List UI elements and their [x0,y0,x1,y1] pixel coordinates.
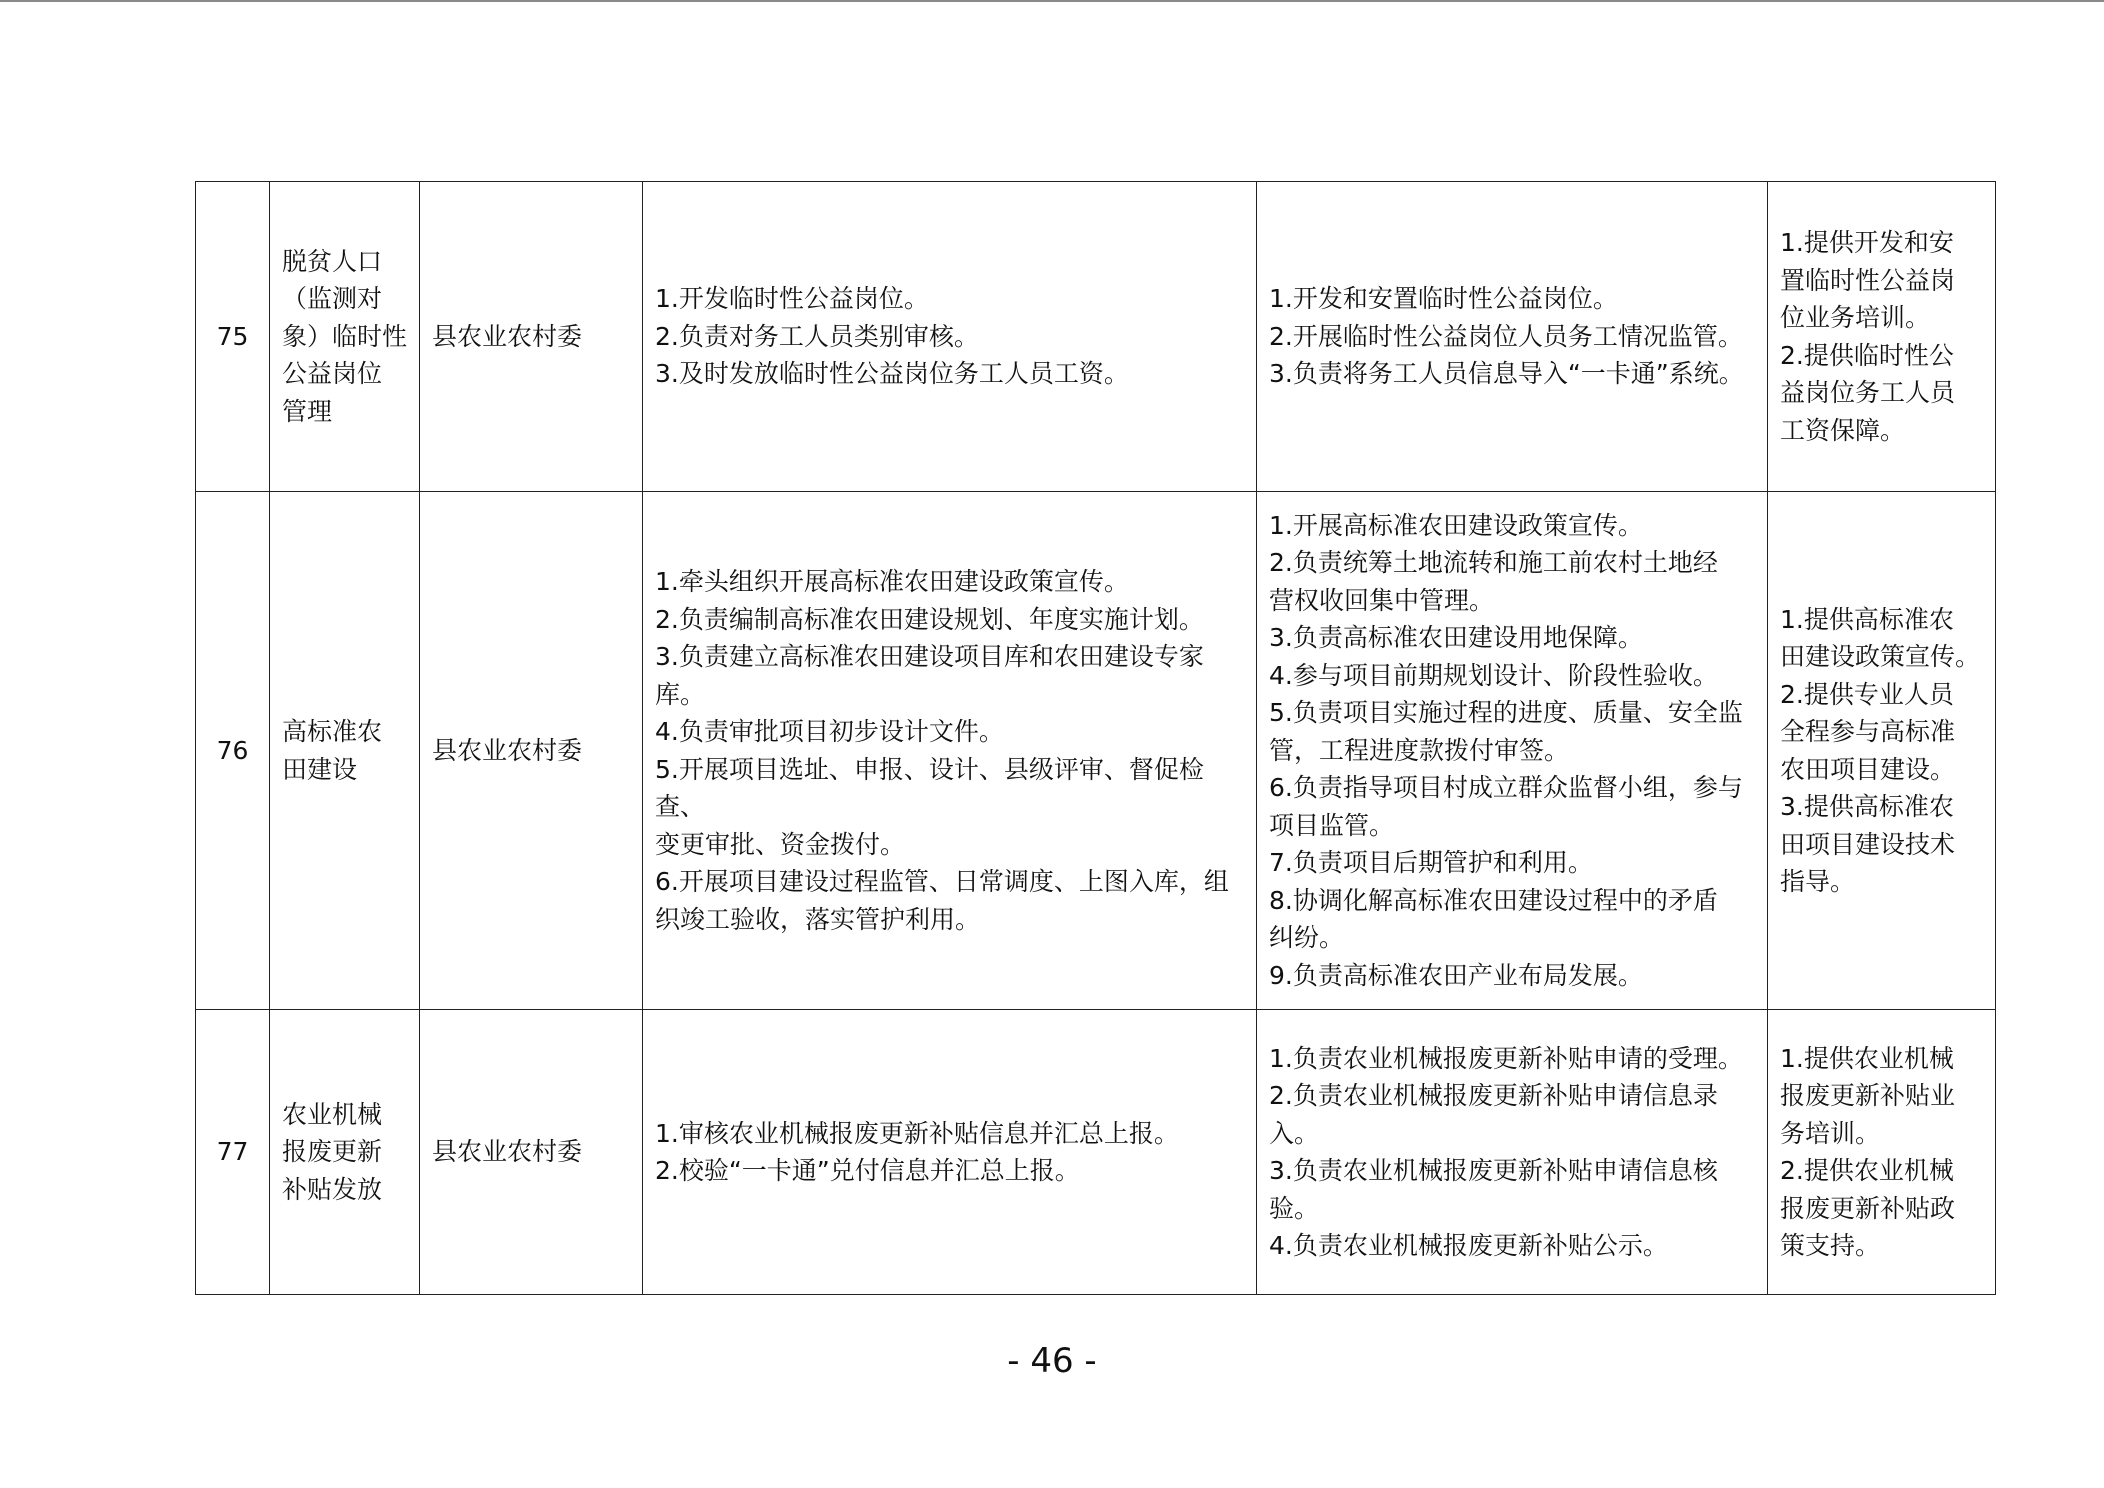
town-duty-line: 7.负责项目后期管护和利用。 [1269,848,1593,878]
support-line: 2.提供专业人员 [1780,679,1954,709]
support-line: 全程参与高标准 [1780,717,1956,746]
town-duty-line: 3.负责农业机械报废更新补贴申请信息核 [1269,1156,1718,1185]
county-duty-line: 1.牵头组织开展高标准农田建设政策宣传。 [655,567,1129,596]
department-name: 县农业农村委 [432,1137,583,1167]
county-duty-line: 库。 [655,679,706,709]
town-duties-cell [1257,1010,1768,1295]
support-line: 位业务培训。 [1780,303,1931,332]
row-number-cell [196,182,270,492]
table-body [196,182,1996,1295]
row-number-cell [196,492,270,1010]
support-line: 1.提供农业机械 [1780,1043,1954,1073]
town-duties-cell [1257,182,1768,492]
town-duty-line: 入。 [1269,1118,1320,1148]
department-name: 县农业农村委 [432,321,583,351]
town-duty-line: 9.负责高标准农田产业布局发展。 [1269,960,1643,990]
county-duty-line: 3.负责建立高标准农田建设项目库和农田建设专家 [655,642,1204,671]
town-duty-line: 验。 [1269,1193,1320,1223]
support-line: 置临时性公益岗 [1780,265,1956,295]
county-duty-line: 织竣工验收，落实管护利用。 [655,904,981,934]
county-duty-line: 1.开发临时性公益岗位。 [655,284,929,314]
support-line: 1.提供高标准农 [1780,604,1954,634]
department-cell [420,1010,643,1295]
town-duty-line: 1.负责农业机械报废更新补贴申请的受理。 [1269,1043,1743,1073]
support-line: 指导。 [1780,867,1856,896]
town-duty-line: 2.负责统筹土地流转和施工前农村土地经 [1269,548,1718,578]
support-line: 田项目建设技术 [1780,829,1956,859]
support-line: 2.提供临时性公 [1780,340,1954,370]
town-duty-line: 3.负责高标准农田建设用地保障。 [1269,623,1643,653]
page-top-border [0,0,2104,2]
county-duty-line: 2.负责编制高标准农田建设规划、年度实施计划。 [655,604,1204,634]
support-cell [1768,182,1996,492]
town-duty-line: 1.开发和安置临时性公益岗位。 [1269,284,1618,314]
row-number: 76 [216,735,249,765]
town-duties-cell [1257,492,1768,1010]
support-line: 务培训。 [1780,1118,1881,1148]
town-duty-line: 3.负责将务工人员信息导入“一卡通”系统。 [1269,359,1744,389]
town-duty-line: 营权收回集中管理。 [1269,585,1495,615]
item-name-line: 象）临时性 [282,321,408,351]
item-name-line: 农业机械 [282,1099,383,1129]
county-duty-line: 2.负责对务工人员类别审核。 [655,321,979,351]
page-number: - 46 - [1007,1341,1097,1381]
item-name-line: 补贴发放 [282,1174,383,1204]
item-name-cell [270,182,420,492]
item-name-line: 报废更新 [282,1137,383,1167]
county-duty-line: 3.及时发放临时性公益岗位务工人员工资。 [655,359,1129,389]
item-name-cell [270,1010,420,1295]
department-cell [420,492,643,1010]
town-duty-line: 6.负责指导项目村成立群众监督小组，参与 [1269,773,1743,803]
county-duties-cell [643,492,1257,1010]
town-duty-line: 2.负责农业机械报废更新补贴申请信息录 [1269,1081,1718,1110]
support-line: 策支持。 [1780,1231,1881,1260]
town-duty-line: 2.开展临时性公益岗位人员务工情况监管。 [1269,321,1743,351]
item-name-line: 公益岗位 [282,359,383,389]
county-duty-line: 6.开展项目建设过程监管、日常调度、上图入库，组 [655,867,1229,896]
department-name: 县农业农村委 [432,735,583,765]
item-name-line: （监测对 [282,284,383,314]
support-line: 益岗位务工人员 [1780,378,1956,407]
county-duty-line: 2.校验“一卡通”兑付信息并汇总上报。 [655,1156,1080,1185]
town-duty-line: 项目监管。 [1269,810,1395,840]
town-duty-line: 8.协调化解高标准农田建设过程中的矛盾 [1269,885,1718,915]
support-cell [1768,1010,1996,1295]
item-name-line: 管理 [282,396,333,426]
table-row [196,1010,1996,1295]
support-cell [1768,492,1996,1010]
table-row [196,182,1996,492]
town-duty-line: 管，工程进度款拨付审签。 [1269,735,1570,765]
support-line: 工资保障。 [1780,415,1906,445]
support-line: 田建设政策宣传。 [1780,642,1981,671]
row-number-cell [196,1010,270,1295]
town-duty-line: 1.开展高标准农田建设政策宣传。 [1269,510,1643,540]
town-duty-line: 4.负责农业机械报废更新补贴公示。 [1269,1231,1668,1260]
support-line: 报废更新补贴政 [1780,1193,1956,1223]
support-line: 3.提供高标准农 [1780,792,1954,821]
item-name-line: 高标准农 [282,717,383,746]
table-row [196,492,1996,1010]
item-name-line: 脱贫人口 [282,246,383,276]
row-number: 77 [216,1137,249,1167]
support-line: 报废更新补贴业 [1780,1081,1956,1110]
town-duty-line: 4.参与项目前期规划设计、阶段性验收。 [1269,660,1718,690]
support-line: 农田项目建设。 [1780,754,1956,784]
item-name-line: 田建设 [282,754,358,784]
town-duty-line: 纠纷。 [1269,923,1345,953]
county-duty-line: 4.负责审批项目初步设计文件。 [655,717,1004,746]
county-duties-cell [643,182,1257,492]
department-cell [420,182,643,492]
duty-table [195,181,1996,1295]
support-line: 1.提供开发和安 [1780,228,1954,257]
county-duties-cell [643,1010,1257,1295]
county-duty-line: 1.审核农业机械报废更新补贴信息并汇总上报。 [655,1118,1179,1148]
county-duty-line: 变更审批、资金拨付。 [655,829,906,859]
support-line: 2.提供农业机械 [1780,1156,1954,1185]
item-name-cell [270,492,420,1010]
county-duty-line: 5.开展项目选址、申报、设计、县级评审、督促检查、 [655,754,1204,821]
row-number: 75 [216,321,249,351]
town-duty-line: 5.负责项目实施过程的进度、质量、安全监 [1269,698,1743,728]
